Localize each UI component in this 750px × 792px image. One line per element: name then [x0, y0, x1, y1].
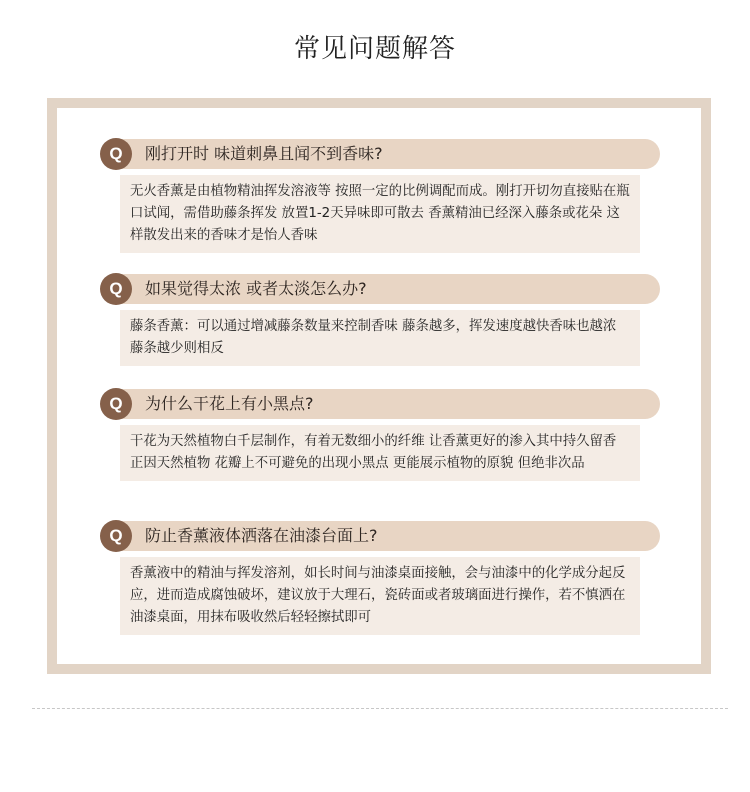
question-bar	[104, 274, 660, 304]
faq-item	[104, 274, 660, 366]
question-text: 为什么干花上有小黑点?	[145, 394, 314, 413]
question-text: 防止香薰液体洒落在油漆台面上?	[145, 526, 378, 545]
question-bar	[104, 521, 660, 551]
bottom-divider	[32, 708, 728, 709]
question-badge: Q	[100, 388, 132, 420]
answer-text: 干花为天然植物白千层制作，有着无数细小的纤维 让香薰更好的渗入其中持久留香 正因天然植物 花瓣上不可避免的出现小黑点 更能展示植物的原貌 但绝非次品	[120, 425, 640, 481]
question-badge: Q	[100, 138, 132, 170]
page-title: 常见问题解答	[293, 34, 456, 64]
answer-text: 无火香薰是由植物精油挥发溶液等 按照一定的比例调配而成。刚打开切勿直接贴在瓶口试闻，需借助藤条挥发 放置1-2天异味即可散去 香薰精油已经深入藤条或花朵 这样散发出来的香味才是怡人香味	[120, 175, 640, 253]
faq-item	[104, 139, 660, 253]
question-badge: Q	[100, 273, 132, 305]
question-bar	[104, 389, 660, 419]
faq-item	[104, 389, 660, 481]
question-badge: Q	[100, 520, 132, 552]
answer-text: 藤条香薰：可以通过增减藤条数量来控制香味 藤条越多，挥发速度越快香味也越浓 藤条越少则相反	[120, 310, 640, 366]
question-text: 如果觉得太浓 或者太淡怎么办?	[145, 279, 367, 298]
question-bar	[104, 139, 660, 169]
answer-text: 香薰液中的精油与挥发溶剂，如长时间与油漆桌面接触，会与油漆中的化学成分起反应，进而造成腐蚀破坏，建议放于大理石，瓷砖面或者玻璃面进行操作，若不慎洒在油漆桌面，用抹布吸收然后轻轻擦拭即可	[120, 557, 640, 635]
faq-item	[104, 521, 660, 635]
question-text: 刚打开时 味道刺鼻且闻不到香味?	[145, 144, 383, 163]
